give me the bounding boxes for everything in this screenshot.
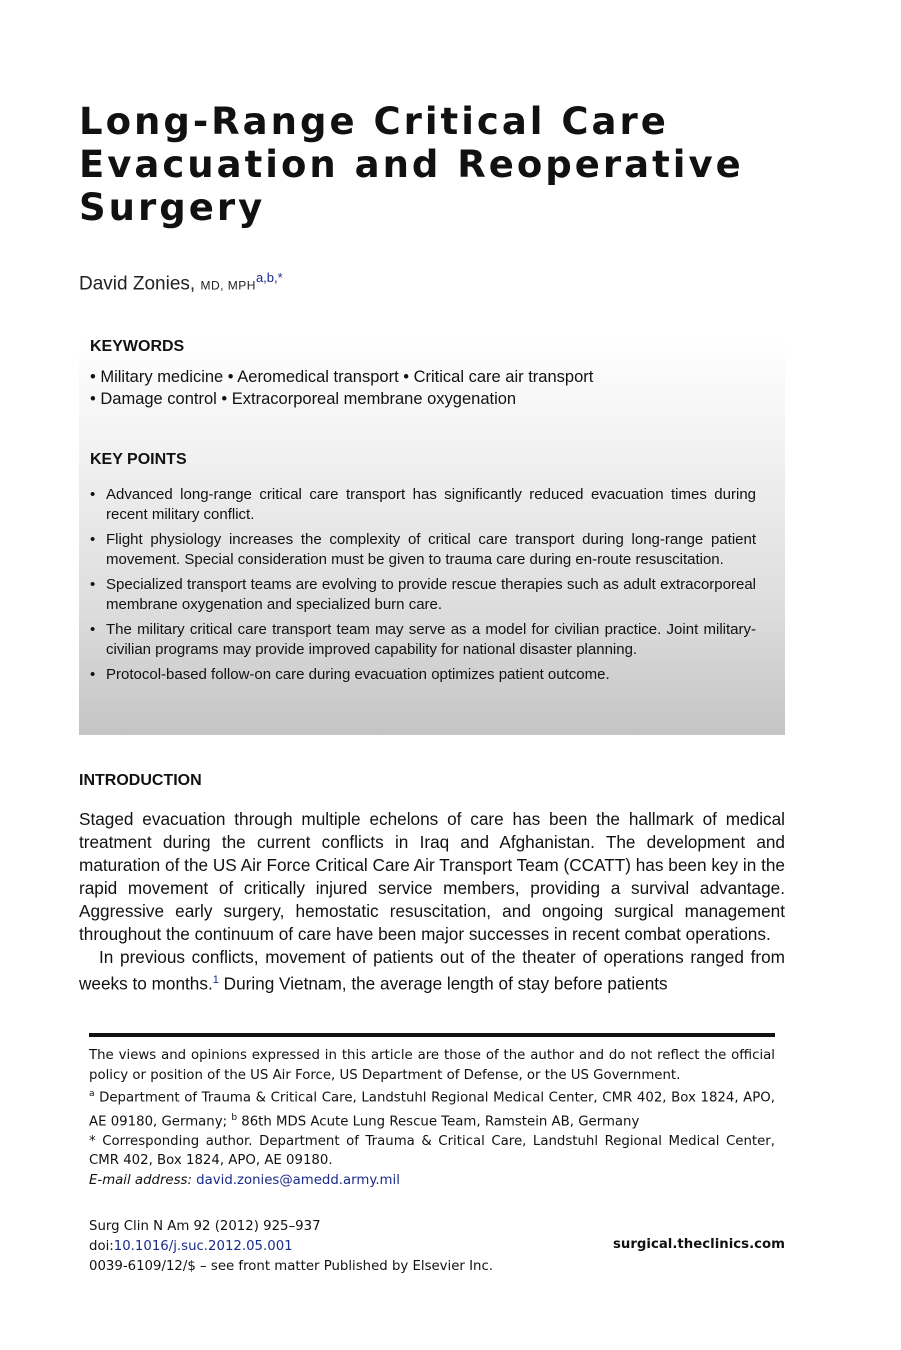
key-point-item: • Specialized transport teams are evolving to provide rescue therapies such as adult extracorporeal membrane oxygenation and specialized burn care. — [90, 575, 756, 615]
keywords-keypoints-box — [79, 337, 785, 735]
keywords-heading: KEYWORDS — [90, 338, 185, 355]
email-link[interactable]: david.zonies@amedd.army.mil — [196, 1173, 400, 1189]
author-name: David Zonies, — [79, 273, 196, 295]
keywords-line: • Damage control • Extracorporeal membrane oxygenation — [90, 390, 517, 408]
journal-website[interactable]: surgical.theclinics.com — [612, 1237, 785, 1252]
affiliation-mark: a — [89, 1089, 95, 1100]
keywords-line: • Military medicine • Aeromedical transport • Critical care air transport — [90, 368, 594, 386]
reference-link[interactable]: 1 — [212, 974, 219, 986]
affiliations-note — [89, 1085, 775, 1131]
paragraph-text: During Vietnam, the average length of stay before patients — [218, 973, 668, 994]
title-line: Surgery — [79, 186, 266, 229]
key-point-item: • The military critical care transport team may serve as a model for civilian practice. Joint military-civilian programs may provide improved capability for national disaster planning. — [90, 620, 756, 660]
footnote-divider — [89, 1033, 775, 1037]
journal-citation: Surg Clin N Am 92 (2012) 925–937 — [89, 1219, 321, 1234]
author-credentials: MD, MPH — [200, 278, 256, 293]
issn-line: 0039-6109/12/$ – see front matter Published by Elsevier Inc. — [89, 1259, 494, 1274]
citation-block — [89, 1217, 493, 1277]
affiliation-text: 86th MDS Acute Lung Rescue Team, Ramstein AB, Germany — [237, 1113, 640, 1129]
affiliation-mark: b — [231, 1112, 238, 1123]
key-point-item: • Flight physiology increases the complexity of critical care transport during long-range patient movement. Special consideration must be given to trauma care during en-route resuscitation. — [90, 530, 756, 570]
introduction-body — [79, 808, 785, 996]
article-title — [79, 100, 799, 229]
disclaimer-note: The views and opinions expressed in this article are those of the author and do not reflect the official policy or position of the US Air Force, US Department of Defense, or the US Government. — [89, 1048, 775, 1083]
title-line: Long-Range Critical Care — [79, 100, 669, 143]
email-label: E-mail address: — [89, 1173, 192, 1189]
doi-label: doi: — [89, 1239, 114, 1254]
footnotes — [89, 1046, 775, 1191]
paragraph-text: In previous conflicts, movement of patients out of the theater of operations ranged from weeks to months. — [79, 947, 785, 994]
key-point-item: • Advanced long-range critical care transport has significantly reduced evacuation times during recent military conflict. — [90, 485, 756, 525]
affiliation-text: Department of Trauma & Critical Care, Landstuhl Regional Medical Center, CMR 402, Box 1824, APO, AE 09180, Germany; — [89, 1090, 775, 1129]
corresponding-author-note: * Corresponding author. Department of Trauma & Critical Care, Landstuhl Regional Medical Center, CMR 402, Box 1824, APO, AE 09180. — [89, 1133, 775, 1169]
author-affiliation-marks[interactable]: a,b,* — [255, 270, 283, 285]
author-line — [79, 270, 283, 295]
key-point-item: • Protocol-based follow-on care during evacuation optimizes patient outcome. — [90, 665, 756, 685]
email-note — [89, 1171, 775, 1191]
doi-line — [89, 1237, 493, 1257]
key-points-list — [90, 485, 756, 690]
introduction-paragraph — [79, 946, 785, 996]
key-points-heading: KEY POINTS — [90, 451, 187, 468]
introduction-heading: INTRODUCTION — [79, 772, 202, 789]
title-line: Evacuation and Reoperative — [79, 143, 744, 186]
doi-link[interactable]: 10.1016/j.suc.2012.05.001 — [113, 1239, 293, 1254]
introduction-paragraph: Staged evacuation through multiple echelons of care has been the hallmark of medical treatment during the current conflicts in Iraq and Afghanistan. The development and maturation of the US Air Force Critical Care Air Transport Team (CCATT) has been key in the rapid movement of critically injured service members, providing a survival advantage. Aggressive early surgery, hemostatic resuscitation, and ongoing surgical management throughout the continuum of care have been major successes in recent combat operations. — [79, 809, 785, 944]
